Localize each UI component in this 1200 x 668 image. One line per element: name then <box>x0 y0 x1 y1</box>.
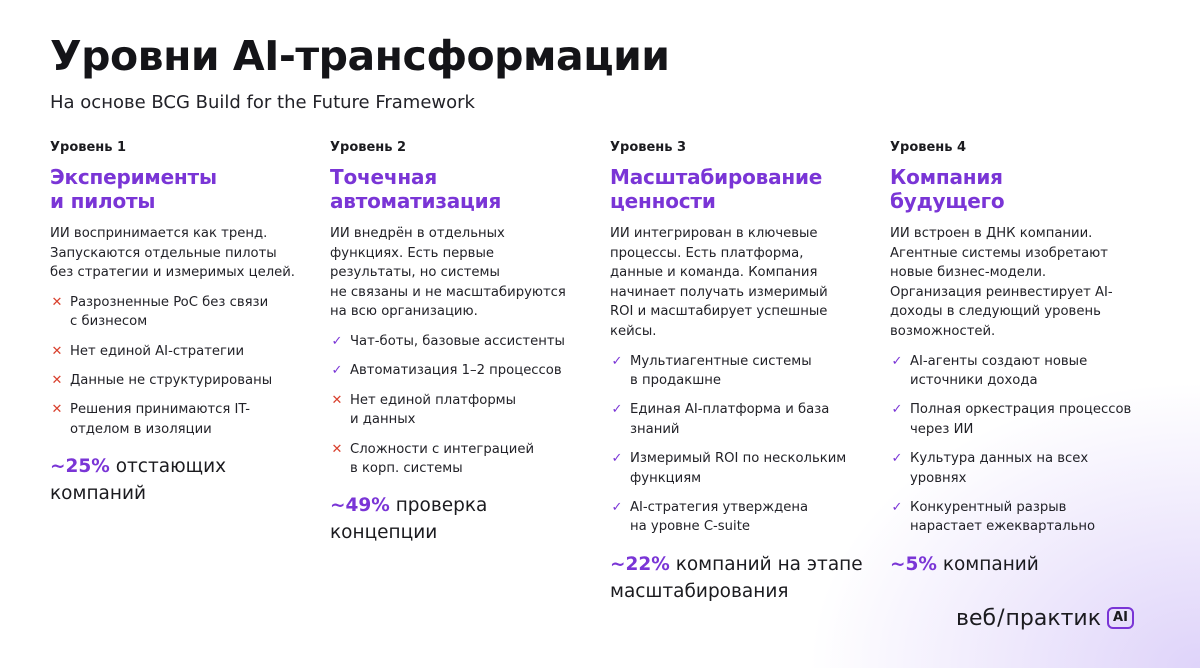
level-stat <box>890 551 1152 578</box>
list-item-line: в продакшне <box>630 372 721 388</box>
list-item-text <box>630 352 872 391</box>
list-item-text <box>350 440 592 479</box>
stat-percent: ~49% <box>330 495 390 517</box>
list-item-text <box>910 498 1152 537</box>
list-item-line: уровнях <box>910 470 967 486</box>
check-icon: ✓ <box>891 451 903 467</box>
description-line: данные и команда. Компания <box>610 265 818 281</box>
list-item-text <box>70 371 312 390</box>
description-line: функциях. Есть первые <box>330 245 494 261</box>
page-subtitle: На основе BCG Build for the Future Framework <box>50 92 475 113</box>
level-stat <box>330 492 592 546</box>
description-line: результаты, но системы <box>330 265 500 281</box>
stat-line-1 <box>610 551 872 578</box>
description-line: Запускаются отдельные пилоты <box>50 245 277 261</box>
level-label: Уровень 4 <box>890 140 967 155</box>
list-item-line: Полная оркестрация процессов <box>910 402 1132 418</box>
list-item-line: Единая AI-платформа и база <box>630 402 830 418</box>
stat-line-1 <box>50 453 312 480</box>
list-item-text <box>70 342 312 361</box>
stat-text-1: проверка <box>395 495 488 517</box>
list-item-line: AI-агенты создают новые <box>910 353 1088 369</box>
list-item-text <box>70 400 312 439</box>
list-item-text <box>910 449 1152 488</box>
level-heading-line: будущего <box>890 189 1005 213</box>
check-icon: ✓ <box>891 500 903 515</box>
description-line: возможностей. <box>890 323 996 339</box>
check-icon: ✓ <box>611 353 623 369</box>
level-heading-line: Эксперименты <box>50 165 217 189</box>
description-line: Организация реинвестирует AI- <box>890 284 1113 300</box>
level-items <box>50 293 312 439</box>
stat-text-1: компаний на этапе <box>675 553 863 575</box>
logo-ai-badge: AI <box>1107 607 1134 629</box>
description-line: кейсы. <box>610 323 657 339</box>
description-line: доходы в следующий уровень <box>890 304 1101 320</box>
level-heading-line: Компания <box>890 165 1003 189</box>
level-description <box>330 224 592 322</box>
list-item-line: в корп. системы <box>350 461 463 476</box>
level-heading-line: Точечная <box>330 165 437 189</box>
list-item-line: нарастает ежеквартально <box>910 519 1096 535</box>
check-icon: ✓ <box>611 402 623 418</box>
description-line: Агентные системы изобретают <box>890 245 1108 261</box>
stat-line-1 <box>330 492 592 519</box>
level-label: Уровень 1 <box>50 140 127 155</box>
stat-line-2: концепции <box>330 522 438 544</box>
list-item-line: с бизнесом <box>70 314 148 330</box>
description-line: процессы. Есть платформа, <box>610 245 804 261</box>
stat-line-2: масштабирования <box>610 580 789 602</box>
stat-text-1: отстающих <box>115 456 227 478</box>
description-line: начинает получать измеримый <box>610 284 828 300</box>
list-item-line: Автоматизация 1–2 процессов <box>350 363 562 379</box>
list-item-line: Разрозненные PoC без связи <box>70 294 269 310</box>
description-line: ИИ интегрирован в ключевые <box>610 226 818 241</box>
level-heading-line: ценности <box>610 189 716 213</box>
cross-icon: ✕ <box>331 441 343 457</box>
stat-text-1: компаний <box>942 553 1039 575</box>
list-item <box>890 449 1152 488</box>
list-item-text <box>910 400 1152 439</box>
check-icon: ✓ <box>891 402 903 418</box>
list-item-line: Данные не структурированы <box>70 373 273 388</box>
cross-icon: ✕ <box>51 373 63 388</box>
list-item-line: Чат-боты, базовые ассистенты <box>350 333 565 349</box>
list-item-line: Сложности с интеграцией <box>350 441 535 457</box>
check-icon: ✓ <box>331 363 343 379</box>
list-item-line: Решения принимаются IT- <box>70 402 251 418</box>
level-description <box>610 224 872 342</box>
cross-icon: ✕ <box>51 294 63 310</box>
list-item-line: отделом в изоляции <box>70 421 212 437</box>
list-item <box>50 400 312 439</box>
list-item <box>330 361 592 380</box>
logo-part1: веб <box>956 605 997 631</box>
list-item-line: Культура данных на всех <box>910 451 1089 467</box>
list-item-line: Измеримый ROI по нескольким <box>630 451 847 467</box>
level-column-4 <box>890 140 1152 578</box>
list-item <box>50 342 312 361</box>
description-line: ИИ воспринимается как тренд. <box>50 226 268 241</box>
check-icon: ✓ <box>611 451 623 467</box>
description-line: ИИ внедрён в отдельных <box>330 226 505 241</box>
level-items <box>890 352 1152 537</box>
level-column-1 <box>50 140 312 507</box>
stat-percent: ~25% <box>50 456 110 478</box>
level-label: Уровень 2 <box>330 140 407 155</box>
level-heading <box>330 165 592 213</box>
list-item-line: на уровне C-suite <box>630 519 750 535</box>
level-heading <box>50 165 312 213</box>
check-icon: ✓ <box>611 500 623 515</box>
list-item <box>890 400 1152 439</box>
level-heading-line: и пилоты <box>50 189 156 213</box>
cross-icon: ✕ <box>51 402 63 418</box>
description-line: не связаны и не масштабируются <box>330 284 566 300</box>
list-item <box>610 498 872 537</box>
description-line: ROI и масштабирует успешные <box>610 304 828 320</box>
list-item-line: источники дохода <box>910 372 1038 388</box>
level-stat <box>610 551 872 605</box>
stat-percent: ~22% <box>610 553 670 575</box>
list-item-line: через ИИ <box>910 421 974 437</box>
description-line: на всю организацию. <box>330 304 478 320</box>
list-item <box>330 440 592 479</box>
list-item-text <box>630 400 872 439</box>
list-item-text <box>630 498 872 537</box>
stat-line-2: компаний <box>50 483 147 505</box>
list-item-text <box>350 391 592 430</box>
brand-logo <box>956 603 1134 633</box>
list-item-line: и данных <box>350 412 416 428</box>
list-item <box>330 391 592 430</box>
stat-percent: ~5% <box>890 553 937 575</box>
level-description <box>50 224 312 283</box>
list-item-line: Нет единой AI-стратегии <box>70 343 245 359</box>
list-item <box>50 293 312 332</box>
level-heading-line: автоматизация <box>330 189 502 213</box>
cross-icon: ✕ <box>51 343 63 359</box>
check-icon: ✓ <box>331 333 343 349</box>
list-item-line: Конкурентный разрыв <box>910 500 1067 515</box>
level-label: Уровень 3 <box>610 140 687 155</box>
level-heading <box>890 165 1152 213</box>
level-items <box>610 352 872 537</box>
list-item-line: знаний <box>630 421 680 437</box>
page-title: Уровни AI-трансформации <box>50 32 670 80</box>
list-item-line: Мультиагентные системы <box>630 353 812 369</box>
list-item-text <box>910 352 1152 391</box>
logo-part2: практик <box>1005 605 1102 631</box>
list-item-text <box>70 293 312 332</box>
list-item-line: AI-стратегия утверждена <box>630 500 809 515</box>
list-item-text <box>350 332 592 351</box>
list-item <box>50 371 312 390</box>
list-item <box>610 449 872 488</box>
level-description <box>890 224 1152 342</box>
description-line: новые бизнес-модели. <box>890 265 1047 281</box>
list-item-line: функциям <box>630 470 702 486</box>
list-item-text <box>350 361 592 380</box>
list-item <box>890 498 1152 537</box>
cross-icon: ✕ <box>331 392 343 408</box>
level-heading-line: Масштабирование <box>610 165 823 189</box>
check-icon: ✓ <box>891 353 903 369</box>
description-line: без стратегии и измеримых целей. <box>50 265 295 281</box>
list-item <box>330 332 592 351</box>
level-items <box>330 332 592 478</box>
level-column-2 <box>330 140 592 546</box>
list-item <box>890 352 1152 391</box>
list-item-line: Нет единой платформы <box>350 392 517 408</box>
list-item <box>610 400 872 439</box>
level-column-3 <box>610 140 872 605</box>
level-stat <box>50 453 312 507</box>
logo-slash: / <box>997 605 1005 631</box>
list-item-text <box>630 449 872 488</box>
level-heading <box>610 165 872 213</box>
list-item <box>610 352 872 391</box>
stat-line-1 <box>890 551 1152 578</box>
description-line: ИИ встроен в ДНК компании. <box>890 226 1093 241</box>
